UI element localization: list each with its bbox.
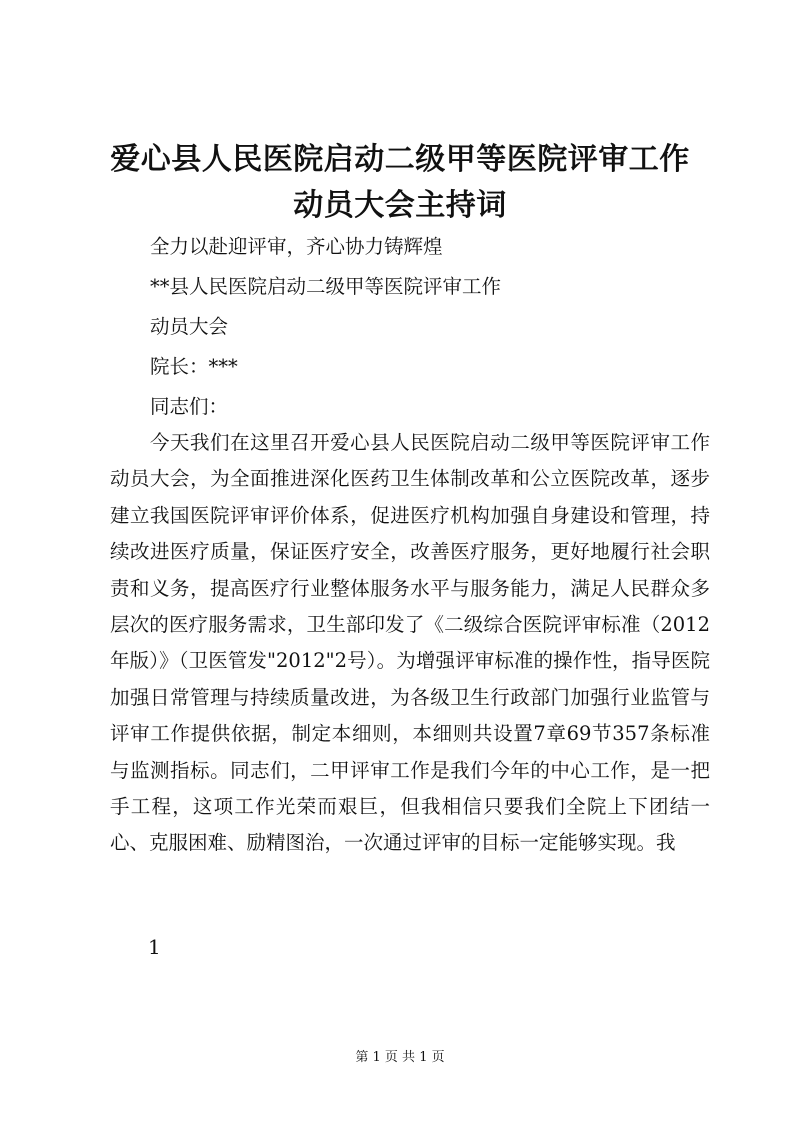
document-title: 爱心县人民医院启动二级甲等医院评审工作动员大会主持词: [110, 142, 690, 223]
salutation-line: 同志们：: [150, 395, 229, 418]
body-paragraph: 今天我们在这里召开爱心县人民医院启动二级甲等医院评审工作动员大会，为全面推进深化医药卫生体制改革和公立医院改革，逐步建立我国医院评审评价体系，促进医疗机构加强自身建设和管理，持续改进医疗质量，保证医疗安全，改善医疗服务，更好地履行社会职责和义务，提高医疗行业整体服务水平与服务能力，满足人民群众多层次的医疗服务需求，卫生部印发了《二级综合医院评审标准（2012年版）》（卫医管发"2012"2号）。为增强评审标准的操作性，指导医院加强日常管理与持续质量改进，为各级卫生行政部门加强行业监管与评审工作提供依据，制定本细则，本细则共设置7章69节357条标准与监测指标。同志们，二甲评审工作是我们今年的中心工作，是一把手工程，这项工作光荣而艰巨，但我相信只要我们全院上下团结一心、克服困难、励精图治，一次通过评审的目标一定能够实现。我: [110, 431, 710, 855]
page-footer: 第 1 页 共 1 页: [355, 1050, 445, 1065]
meeting-name-line: **县人民医院启动二级甲等医院评审工作: [150, 275, 502, 298]
meeting-name-line-2: 动员大会: [150, 315, 229, 338]
page-number: 1: [148, 935, 161, 959]
slogan-line: 全力以赴迎评审，齐心协力铸辉煌: [150, 235, 443, 258]
speaker-line: 院长：***: [150, 355, 238, 378]
